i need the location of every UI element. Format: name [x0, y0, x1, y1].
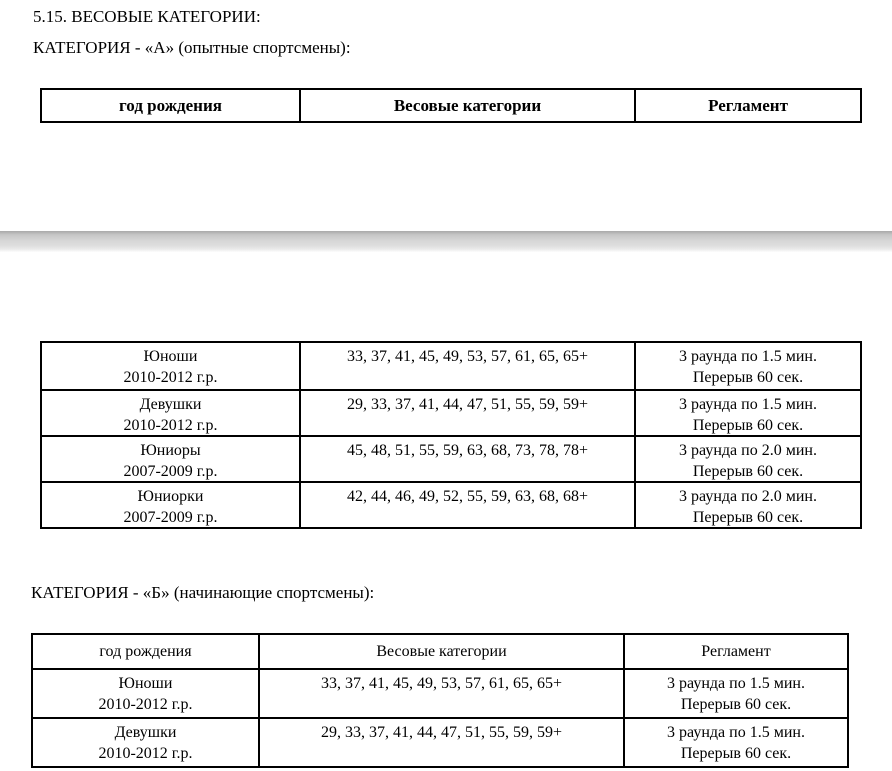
regulation-cell [634, 343, 860, 389]
weights-cell: 42, 44, 46, 49, 52, 55, 59, 63, 68, 68+ [299, 483, 634, 527]
column-header-birth-year: год рождения [119, 96, 222, 115]
years-label: 2007-2009 г.р. [123, 509, 218, 526]
regulation-cell [634, 483, 860, 527]
column-header-weight-categories: Весовые категории [299, 90, 634, 121]
break-label: Перерыв 60 сек. [692, 509, 804, 526]
column-header-weight-categories: Весовые категории [258, 635, 623, 668]
regulation-cell [623, 670, 847, 717]
weights-cell: 45, 48, 51, 55, 59, 63, 68, 73, 78, 78+ [299, 437, 634, 481]
group-label: Юноши [118, 675, 173, 692]
birth-year-cell [33, 670, 258, 717]
years-label: 2010-2012 г.р. [123, 417, 218, 434]
break-label: Перерыв 60 сек. [692, 417, 804, 434]
break-label: Перерыв 60 сек. [680, 696, 792, 713]
regulation-cell [634, 391, 860, 435]
table-row [33, 668, 847, 717]
rounds-label: 3 раунда по 1.5 мин. [679, 348, 817, 365]
break-label: Перерыв 60 сек. [692, 369, 804, 386]
category-b-heading: КАТЕГОРИЯ - «Б» (начинающие спортсмены): [31, 583, 375, 602]
table-row [42, 435, 860, 481]
rounds-label: 3 раунда по 2.0 мин. [679, 442, 817, 459]
years-label: 2010-2012 г.р. [123, 369, 218, 386]
years-label: 2007-2009 г.р. [123, 463, 218, 480]
break-label: Перерыв 60 сек. [692, 463, 804, 480]
regulation-cell [634, 437, 860, 481]
group-label: Юниорки [137, 488, 204, 505]
birth-year-cell [42, 483, 299, 527]
regulation-cell [623, 719, 847, 766]
column-header-regulation: Регламент [634, 90, 860, 121]
break-label: Перерыв 60 сек. [680, 745, 792, 762]
column-header-regulation: Регламент [623, 635, 847, 668]
weights-cell: 33, 37, 41, 45, 49, 53, 57, 61, 65, 65+ [299, 343, 634, 389]
group-label: Юноши [143, 348, 198, 365]
birth-year-cell [42, 437, 299, 481]
group-label: Девушки [139, 396, 202, 413]
table-row [33, 717, 847, 766]
table-header-row [33, 635, 847, 668]
birth-year-cell [42, 343, 299, 389]
rounds-label: 3 раунда по 2.0 мин. [679, 488, 817, 505]
section-heading: 5.15. ВЕСОВЫЕ КАТЕГОРИИ: [33, 7, 261, 26]
table-row [42, 481, 860, 527]
group-label: Девушки [114, 724, 177, 741]
years-label: 2010-2012 г.р. [98, 696, 193, 713]
weights-cell: 29, 33, 37, 41, 44, 47, 51, 55, 59, 59+ [299, 391, 634, 435]
group-label: Юниоры [140, 442, 201, 459]
table-a-header [40, 88, 862, 123]
birth-year-cell [33, 719, 258, 766]
birth-year-cell [42, 391, 299, 435]
rounds-label: 3 раунда по 1.5 мин. [679, 396, 817, 413]
table-a-body [40, 341, 862, 529]
weights-cell: 29, 33, 37, 41, 44, 47, 51, 55, 59, 59+ [258, 719, 623, 766]
category-a-heading: КАТЕГОРИЯ - «А» (опытные спортсмены): [33, 38, 351, 57]
column-header-birth-year: год рождения [99, 643, 192, 660]
rounds-label: 3 раунда по 1.5 мин. [667, 675, 805, 692]
page-break-gap [0, 231, 892, 252]
rounds-label: 3 раунда по 1.5 мин. [667, 724, 805, 741]
years-label: 2010-2012 г.р. [98, 745, 193, 762]
table-row [42, 389, 860, 435]
weights-cell: 33, 37, 41, 45, 49, 53, 57, 61, 65, 65+ [258, 670, 623, 717]
table-row [42, 343, 860, 389]
table-header-row [42, 90, 860, 121]
table-b [31, 633, 849, 768]
